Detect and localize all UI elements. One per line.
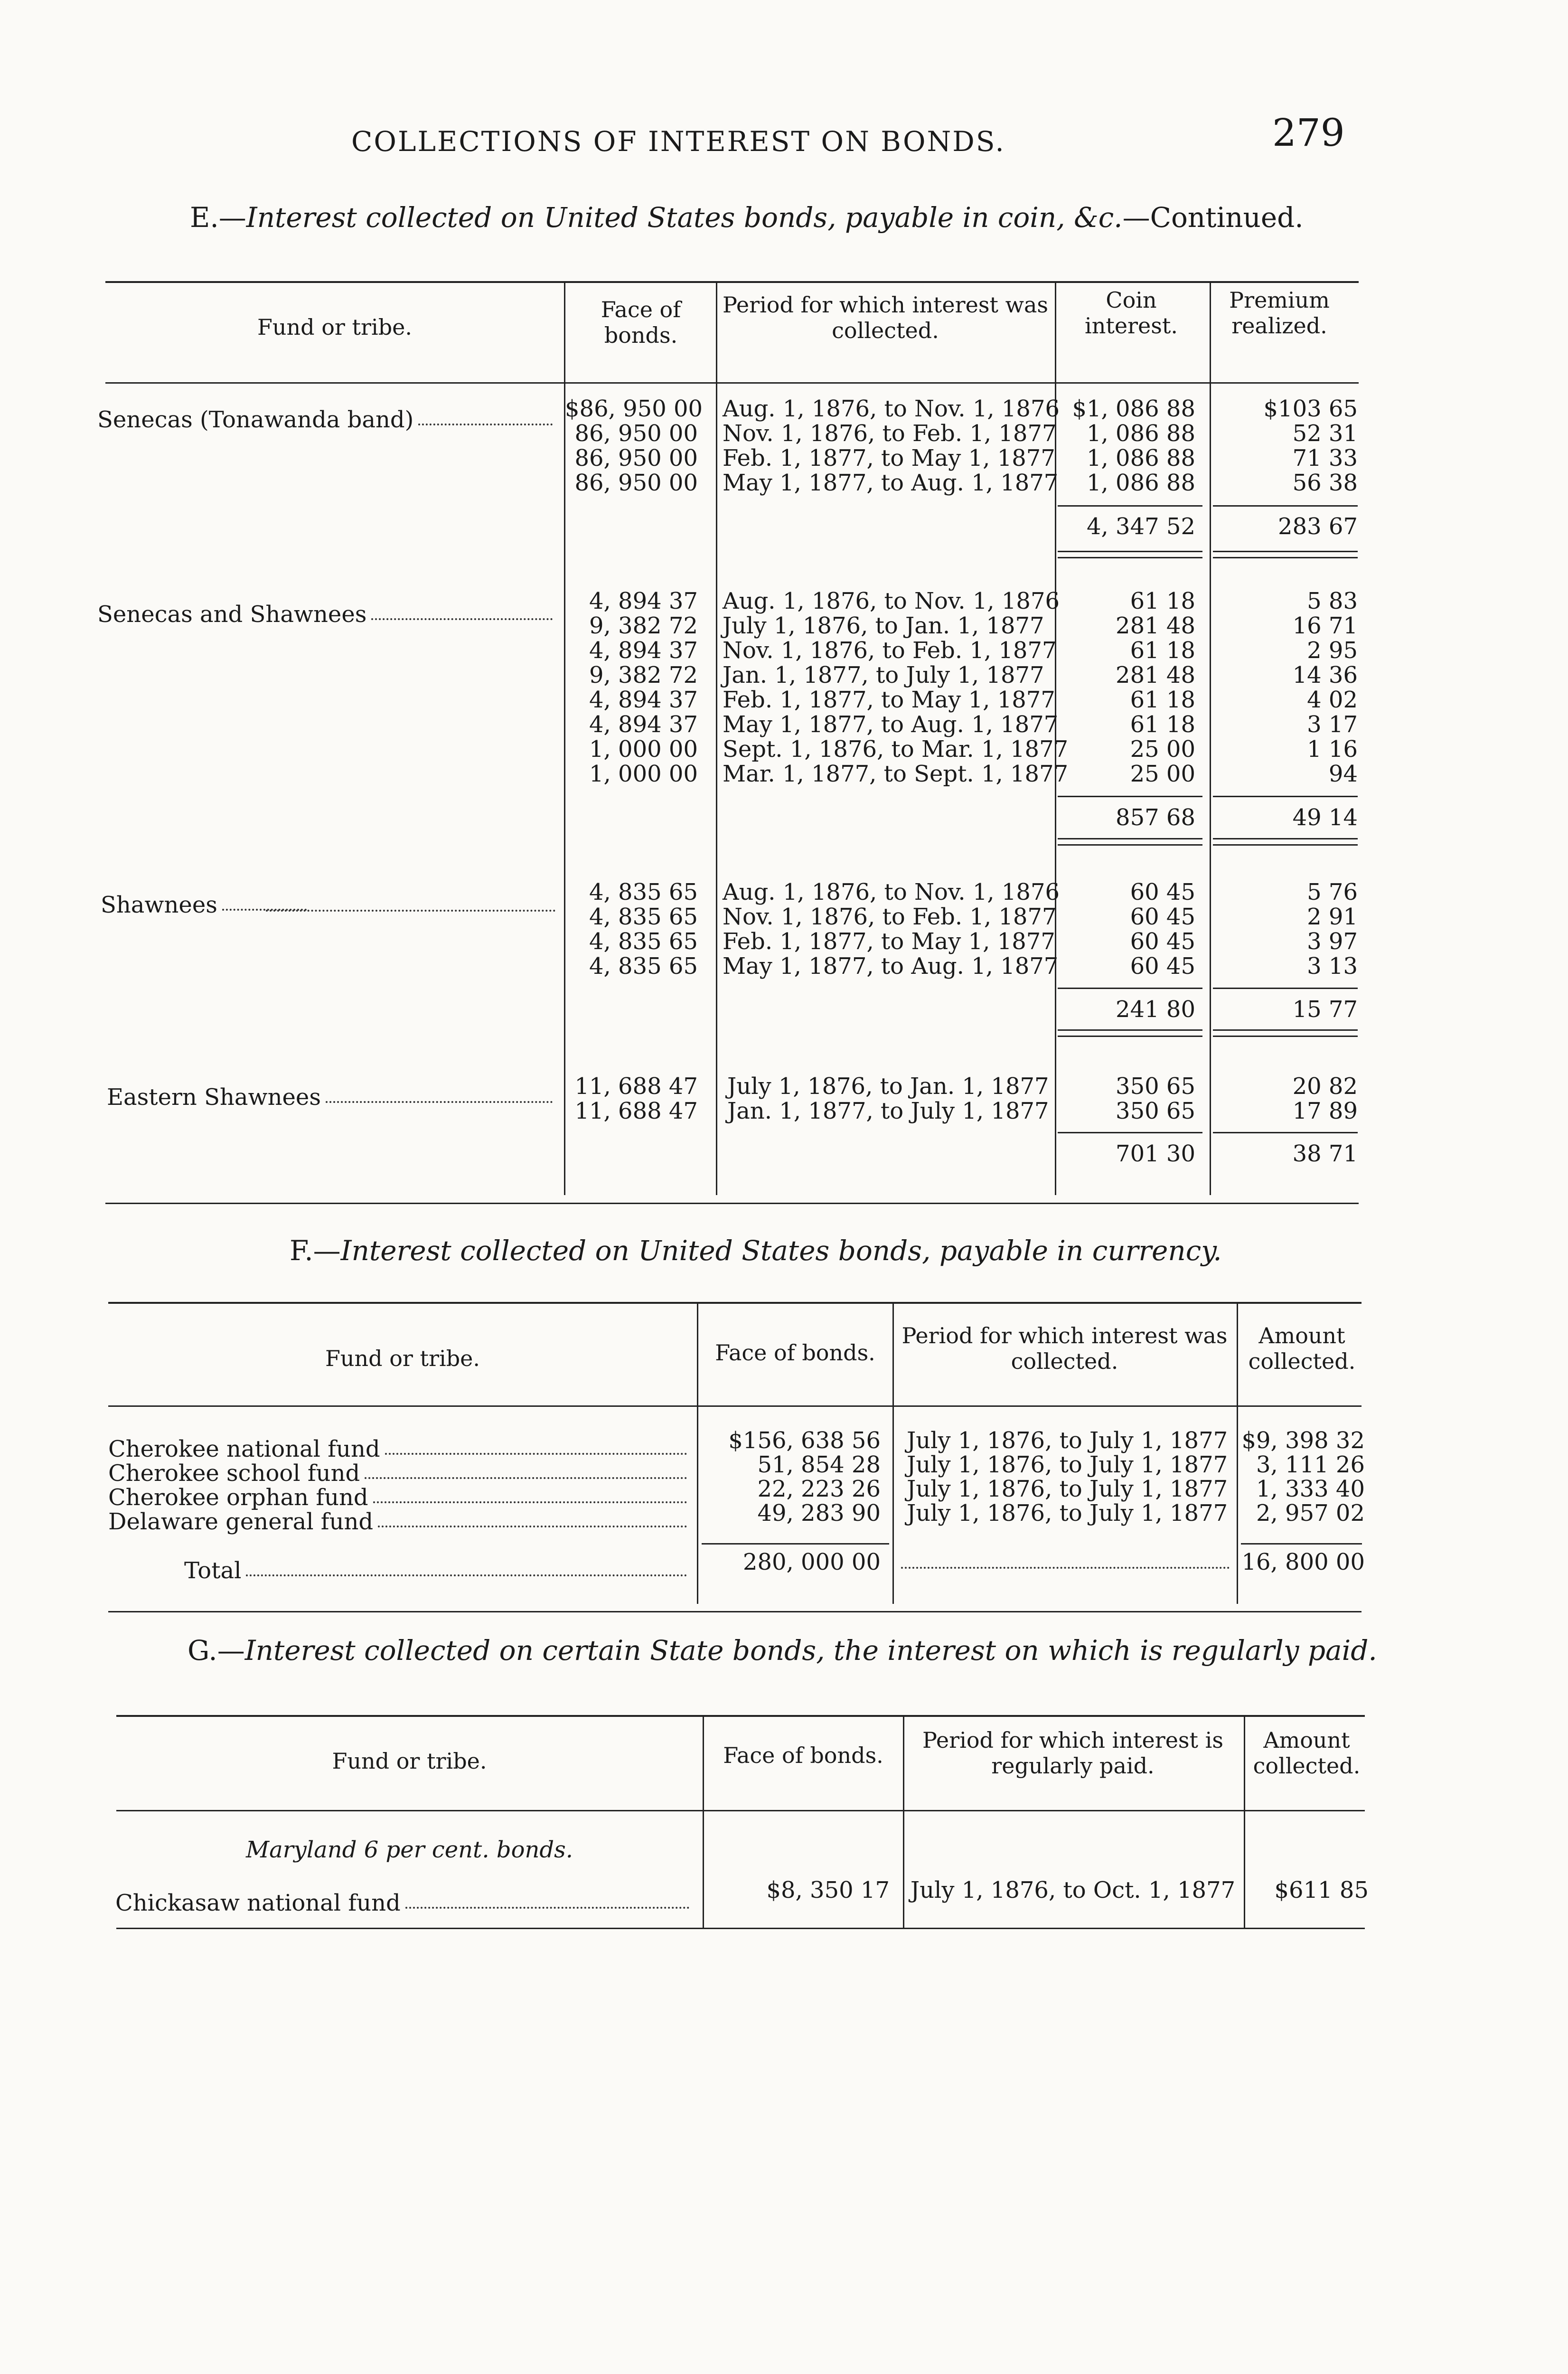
e-coin-cell: 350 65 bbox=[1116, 1098, 1195, 1124]
section-e-suffix: —Continued. bbox=[1122, 201, 1304, 234]
e-period-cell: Aug. 1, 1876, to Nov. 1, 1876 bbox=[723, 588, 1060, 614]
section-g-title-italic: Interest collected on certain State bonds, the interest on which is regularly paid. bbox=[244, 1634, 1377, 1667]
e-premium-cell: 94 bbox=[1328, 761, 1358, 787]
g-fund-cell bbox=[115, 1891, 692, 1915]
e-group-name-text: Senecas (Tonawanda band) bbox=[97, 406, 414, 433]
f-total-amount: 16, 800 00 bbox=[1241, 1549, 1365, 1575]
e-period-cell: May 1, 1877, to Aug. 1, 1877 bbox=[723, 953, 1059, 980]
e-premium-cell: 14 36 bbox=[1292, 662, 1358, 688]
e-face-cell: 4, 835 65 bbox=[589, 953, 698, 980]
f-amount-cell: 1, 333 40 bbox=[1256, 1476, 1365, 1502]
section-e-title bbox=[190, 201, 1304, 234]
e-group-name-text: Eastern Shawnees bbox=[107, 1084, 321, 1111]
f-total-face: 280, 000 00 bbox=[742, 1549, 881, 1575]
g-face-cell: $8, 350 17 bbox=[766, 1877, 890, 1903]
e-premium-cell: 3 97 bbox=[1307, 928, 1358, 955]
g-header-period: Period for which interest is regularly paid. bbox=[922, 1727, 1223, 1779]
e-period-cell: Feb. 1, 1877, to May 1, 1877 bbox=[723, 445, 1055, 471]
f-total-text: Total bbox=[184, 1557, 242, 1584]
f-face-cell: 51, 854 28 bbox=[757, 1451, 881, 1478]
e-premium-cell: 5 76 bbox=[1307, 879, 1358, 905]
e-period-cell: Sept. 1, 1876, to Mar. 1, 1877 bbox=[723, 736, 1069, 763]
f-fund-cell bbox=[108, 1509, 690, 1534]
section-g-title bbox=[188, 1634, 1377, 1667]
e-period-cell: July 1, 1876, to Jan. 1, 1877 bbox=[723, 612, 1044, 639]
e-face-cell: 4, 894 37 bbox=[589, 588, 698, 614]
e-group-name bbox=[97, 602, 555, 627]
e-face-cell: 86, 950 00 bbox=[574, 445, 698, 471]
f-period-cell: July 1, 1876, to July 1, 1877 bbox=[907, 1476, 1228, 1502]
e-coin-cell: 61 18 bbox=[1130, 711, 1195, 738]
e-total-coin: 701 30 bbox=[1116, 1140, 1195, 1167]
e-period-cell: July 1, 1876, to Jan. 1, 1877 bbox=[727, 1073, 1049, 1100]
f-fund-text: Cherokee orphan fund bbox=[108, 1484, 368, 1511]
f-amount-cell: $9, 398 32 bbox=[1241, 1427, 1365, 1454]
e-coin-cell: 350 65 bbox=[1116, 1073, 1195, 1100]
f-face-cell: 49, 283 90 bbox=[757, 1500, 881, 1526]
f-fund-text: Delaware general fund bbox=[108, 1508, 374, 1535]
e-coin-cell: 61 18 bbox=[1130, 687, 1195, 713]
e-face-cell: 1, 000 00 bbox=[589, 736, 698, 763]
e-period-cell: Nov. 1, 1876, to Feb. 1, 1877 bbox=[723, 420, 1057, 447]
e-period-cell: Jan. 1, 1877, to July 1, 1877 bbox=[723, 662, 1044, 688]
e-coin-cell: 281 48 bbox=[1116, 612, 1195, 639]
e-face-cell: 1, 000 00 bbox=[589, 761, 698, 787]
e-header-period: Period for which interest was collected. bbox=[722, 292, 1048, 343]
e-coin-cell: 61 18 bbox=[1130, 588, 1195, 614]
f-amount-cell: 2, 957 02 bbox=[1256, 1500, 1365, 1526]
e-premium-cell: 16 71 bbox=[1292, 612, 1358, 639]
f-amount-cell: 3, 111 26 bbox=[1256, 1451, 1365, 1478]
e-header-premium: Premium realized. bbox=[1229, 287, 1330, 339]
e-group-name bbox=[101, 893, 310, 917]
f-face-cell: 22, 223 26 bbox=[757, 1476, 881, 1502]
e-header-coin: Coin interest. bbox=[1085, 287, 1178, 339]
f-fund-cell bbox=[108, 1461, 690, 1486]
e-premium-cell: 17 89 bbox=[1292, 1098, 1358, 1124]
e-coin-cell: 1, 086 88 bbox=[1086, 445, 1195, 471]
e-face-cell: 4, 894 37 bbox=[589, 711, 698, 738]
e-coin-cell: 1, 086 88 bbox=[1086, 420, 1195, 447]
g-header-face: Face of bonds. bbox=[723, 1743, 883, 1768]
section-e-prefix: E.— bbox=[190, 201, 246, 234]
e-face-cell: 4, 835 65 bbox=[589, 879, 698, 905]
section-e-title-italic: Interest collected on United States bonds, payable in coin, &c. bbox=[246, 201, 1123, 234]
e-face-cell: 9, 382 72 bbox=[589, 662, 698, 688]
f-period-cell: July 1, 1876, to July 1, 1877 bbox=[907, 1427, 1228, 1454]
section-g-prefix: G.— bbox=[188, 1634, 245, 1667]
e-period-cell: Aug. 1, 1876, to Nov. 1, 1876 bbox=[723, 879, 1060, 905]
e-premium-cell: 71 33 bbox=[1292, 445, 1358, 471]
e-face-cell: 4, 835 65 bbox=[589, 928, 698, 955]
e-coin-cell: 60 45 bbox=[1130, 928, 1195, 955]
f-header-fund: Fund or tribe. bbox=[325, 1346, 480, 1371]
e-premium-cell: 2 95 bbox=[1307, 637, 1358, 664]
e-period-cell: May 1, 1877, to Aug. 1, 1877 bbox=[723, 711, 1059, 738]
e-premium-cell: 5 83 bbox=[1307, 588, 1358, 614]
f-period-cell: July 1, 1876, to July 1, 1877 bbox=[907, 1451, 1228, 1478]
e-total-coin: 241 80 bbox=[1116, 996, 1195, 1023]
g-fund-text: Chickasaw national fund bbox=[115, 1890, 401, 1916]
e-premium-cell: 3 13 bbox=[1307, 953, 1358, 980]
e-coin-cell: 60 45 bbox=[1130, 953, 1195, 980]
e-period-cell: Feb. 1, 1877, to May 1, 1877 bbox=[723, 687, 1055, 713]
e-period-cell: Jan. 1, 1877, to July 1, 1877 bbox=[727, 1098, 1049, 1124]
e-face-cell: $86, 950 00 bbox=[565, 396, 703, 422]
e-period-cell: Aug. 1, 1876, to Nov. 1, 1876 bbox=[723, 396, 1060, 422]
e-coin-cell: 281 48 bbox=[1116, 662, 1195, 688]
f-period-cell: July 1, 1876, to July 1, 1877 bbox=[907, 1500, 1228, 1526]
e-period-cell: Feb. 1, 1877, to May 1, 1877 bbox=[723, 928, 1055, 955]
section-f-prefix: F.— bbox=[290, 1234, 341, 1267]
e-header-fund: Fund or tribe. bbox=[257, 314, 413, 340]
e-total-coin: 857 68 bbox=[1116, 804, 1195, 831]
e-group-name bbox=[107, 1085, 555, 1110]
e-period-cell: Nov. 1, 1876, to Feb. 1, 1877 bbox=[723, 637, 1057, 664]
section-f-title bbox=[290, 1234, 1222, 1267]
page-number: 279 bbox=[1272, 111, 1345, 155]
e-group-name-text: Shawnees bbox=[101, 892, 217, 918]
f-header-period: Period for which interest was collected. bbox=[901, 1323, 1228, 1374]
section-f-title-italic: Interest collected on United States bonds, payable in currency. bbox=[340, 1234, 1222, 1267]
e-premium-cell: 1 16 bbox=[1307, 736, 1358, 763]
g-header-amount: Amount collected. bbox=[1253, 1727, 1361, 1779]
e-face-cell: 4, 835 65 bbox=[589, 904, 698, 930]
f-fund-cell bbox=[108, 1437, 690, 1461]
e-face-cell: 4, 894 37 bbox=[589, 687, 698, 713]
f-face-cell: $156, 638 56 bbox=[728, 1427, 881, 1454]
e-coin-cell: 1, 086 88 bbox=[1086, 470, 1195, 496]
f-header-amount: Amount collected. bbox=[1248, 1323, 1356, 1374]
e-face-cell: 4, 894 37 bbox=[589, 637, 698, 664]
e-coin-cell: $1, 086 88 bbox=[1072, 396, 1195, 422]
e-face-cell: 86, 950 00 bbox=[574, 420, 698, 447]
e-period-cell: Nov. 1, 1876, to Feb. 1, 1877 bbox=[723, 904, 1057, 930]
g-subheading: Maryland 6 per cent. bonds. bbox=[246, 1837, 573, 1863]
e-face-cell: 11, 688 47 bbox=[574, 1073, 698, 1100]
e-total-premium: 38 71 bbox=[1292, 1140, 1358, 1167]
e-premium-cell: 2 91 bbox=[1307, 904, 1358, 930]
g-header-fund: Fund or tribe. bbox=[332, 1748, 487, 1774]
e-total-premium: 283 67 bbox=[1278, 513, 1358, 540]
f-fund-cell bbox=[108, 1485, 690, 1510]
e-total-premium: 15 77 bbox=[1292, 996, 1358, 1023]
e-premium-cell: $103 65 bbox=[1263, 396, 1358, 422]
f-fund-text: Cherokee national fund bbox=[108, 1436, 380, 1462]
e-face-cell: 9, 382 72 bbox=[589, 612, 698, 639]
e-premium-cell: 56 38 bbox=[1292, 470, 1358, 496]
e-face-cell: 86, 950 00 bbox=[574, 470, 698, 496]
running-title: COLLECTIONS OF INTEREST ON BONDS. bbox=[351, 125, 1005, 158]
e-coin-cell: 25 00 bbox=[1130, 761, 1195, 787]
e-face-cell: 11, 688 47 bbox=[574, 1098, 698, 1124]
e-period-cell: Mar. 1, 1877, to Sept. 1, 1877 bbox=[723, 761, 1069, 787]
g-amount-cell: $611 85 bbox=[1274, 1877, 1369, 1903]
e-premium-cell: 4 02 bbox=[1307, 687, 1358, 713]
e-period-cell: May 1, 1877, to Aug. 1, 1877 bbox=[723, 470, 1059, 496]
e-total-coin: 4, 347 52 bbox=[1086, 513, 1195, 540]
e-coin-cell: 61 18 bbox=[1130, 637, 1195, 664]
e-premium-cell: 3 17 bbox=[1307, 711, 1358, 738]
e-coin-cell: 25 00 bbox=[1130, 736, 1195, 763]
g-period-cell: July 1, 1876, to Oct. 1, 1877 bbox=[910, 1877, 1236, 1903]
e-coin-cell: 60 45 bbox=[1130, 879, 1195, 905]
e-premium-cell: 52 31 bbox=[1292, 420, 1358, 447]
e-premium-cell: 20 82 bbox=[1292, 1073, 1358, 1100]
f-fund-text: Cherokee school fund bbox=[108, 1460, 360, 1487]
f-header-face: Face of bonds. bbox=[715, 1340, 875, 1366]
e-header-face: Face of bonds. bbox=[601, 297, 681, 348]
e-group-name bbox=[97, 407, 555, 432]
e-total-premium: 49 14 bbox=[1292, 804, 1358, 831]
e-coin-cell: 60 45 bbox=[1130, 904, 1195, 930]
e-group-name-text: Senecas and Shawnees bbox=[97, 601, 367, 628]
f-total-label bbox=[184, 1558, 690, 1583]
